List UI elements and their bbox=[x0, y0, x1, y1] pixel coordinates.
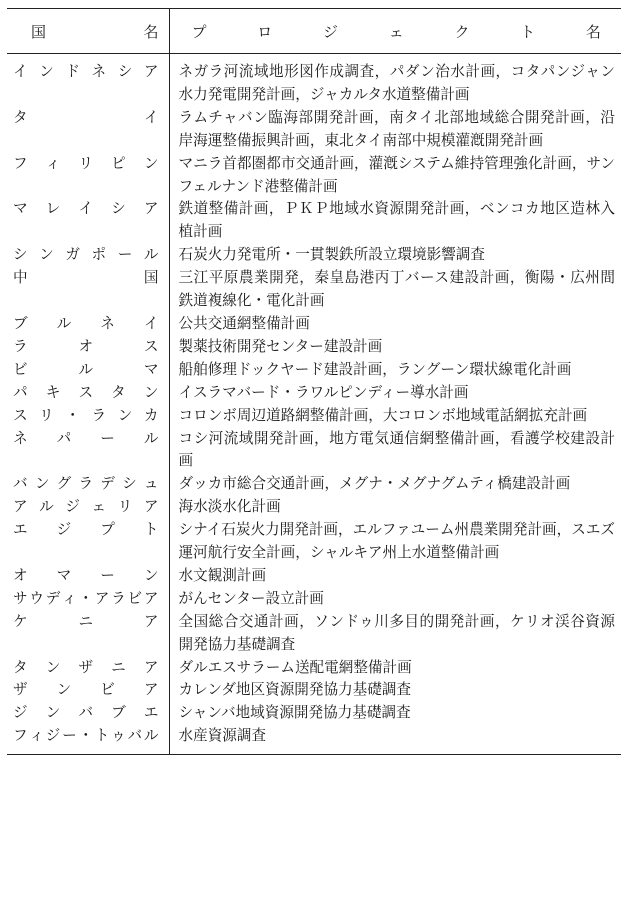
country-name bbox=[13, 611, 159, 634]
table-row bbox=[7, 359, 621, 382]
country-name-cell bbox=[7, 405, 169, 428]
country-name bbox=[13, 359, 159, 382]
country-name-char: ス bbox=[13, 406, 28, 424]
project-list-cell: 公共交通網整備計画 bbox=[178, 314, 310, 332]
country-name-char: ニ bbox=[78, 612, 94, 630]
country-name-char: ェ bbox=[91, 498, 107, 516]
country-name-cell bbox=[7, 657, 169, 680]
country-name bbox=[13, 428, 159, 451]
country-name-cell bbox=[7, 244, 169, 267]
country-name-char: ン bbox=[56, 681, 72, 699]
table-row bbox=[7, 405, 621, 428]
project-header-char: ク bbox=[454, 22, 470, 41]
country-name-char: タ bbox=[13, 108, 28, 126]
country-name-char: ・ bbox=[78, 727, 94, 745]
country-name-char: ニ bbox=[111, 658, 126, 676]
project-header-char: プ bbox=[191, 22, 207, 41]
country-name-char: マ bbox=[143, 360, 159, 378]
country-name-char: ネ bbox=[100, 314, 115, 332]
country-name bbox=[13, 336, 159, 359]
country-name-cell bbox=[7, 725, 169, 754]
project-list-cell: 船舶修理ドックヤード建設計画，ラングーン環状線電化計画 bbox=[178, 360, 572, 378]
country-name-char: ド bbox=[65, 63, 80, 80]
project-list-cell: 水文観測計画 bbox=[178, 566, 267, 584]
country-name-char: キ bbox=[45, 383, 61, 401]
country-name-char: ス bbox=[78, 383, 94, 401]
country-name-char: ガ bbox=[65, 246, 80, 264]
table-row bbox=[7, 496, 621, 519]
project-list-cell: シャンバ地域資源開発協力基礎調査 bbox=[178, 704, 411, 722]
project-header-char: 名 bbox=[585, 22, 601, 41]
table-row bbox=[7, 153, 621, 199]
country-name-char: ゥ bbox=[111, 727, 126, 745]
country-name bbox=[13, 702, 159, 725]
table-header bbox=[7, 9, 621, 54]
country-header-char: 国 bbox=[31, 22, 47, 41]
country-name-char: ン bbox=[143, 566, 159, 584]
country-name-char: ・ bbox=[78, 589, 94, 607]
table-row bbox=[7, 657, 621, 680]
country-name-char: ン bbox=[143, 154, 159, 172]
country-name-char: デ bbox=[45, 589, 61, 607]
country-name-char: ス bbox=[143, 337, 159, 355]
country-name-char: エ bbox=[13, 521, 28, 539]
project-header-char: ロ bbox=[257, 22, 273, 41]
country-name bbox=[13, 198, 159, 221]
country-name-char: パ bbox=[13, 383, 28, 401]
country-name-char: フ bbox=[13, 154, 28, 172]
country-name-char: ィ bbox=[29, 727, 44, 745]
country-name-char: ブ bbox=[111, 704, 126, 722]
country-name-char: ル bbox=[56, 314, 72, 332]
country-name-char: ビ bbox=[13, 360, 28, 378]
country-name-char: イ bbox=[78, 200, 94, 218]
country-name-char: ザ bbox=[13, 681, 28, 699]
country-name bbox=[13, 679, 159, 702]
country-name bbox=[13, 496, 159, 519]
table-row bbox=[7, 519, 621, 565]
country-name-cell bbox=[7, 519, 169, 565]
project-list-cell: 鉄道整備計画，ＰＫＰ地域水資源開発計画，ベンコカ地区造林入植計画 bbox=[178, 200, 615, 241]
country-name-char: エ bbox=[143, 704, 159, 722]
table-row bbox=[7, 702, 621, 725]
country-name-char: ア bbox=[143, 200, 159, 218]
country-name-char: シ bbox=[111, 200, 126, 218]
project-list-cell: 水産資源調査 bbox=[169, 725, 621, 754]
country-name-cell bbox=[7, 565, 169, 588]
country-name-char: サ bbox=[13, 589, 28, 607]
country-name-char: マ bbox=[56, 566, 72, 584]
country-name-char: ン bbox=[45, 704, 61, 722]
project-list-cell: コシ河流域開発計画，地方電気通信網整備計画，看護学校建設計画 bbox=[178, 429, 615, 470]
table-row bbox=[7, 267, 621, 313]
table-row bbox=[7, 54, 621, 107]
project-list-cell: イスラマバード・ラワルピンディー導水計画 bbox=[178, 383, 469, 401]
table-row bbox=[7, 198, 621, 244]
country-name-char: ビ bbox=[127, 589, 143, 607]
country-name-char: イ bbox=[13, 63, 28, 80]
project-header-char: ェ bbox=[388, 22, 404, 41]
country-name-cell bbox=[7, 496, 169, 519]
country-name-char: ケ bbox=[13, 612, 28, 630]
table-row bbox=[7, 473, 621, 496]
country-name-char: ラ bbox=[78, 475, 94, 493]
project-table bbox=[7, 8, 621, 755]
country-name-char: ン bbox=[143, 383, 159, 401]
country-name-char: 中 bbox=[13, 269, 28, 287]
country-name bbox=[13, 657, 159, 680]
country-name-char: ネ bbox=[13, 429, 28, 447]
country-name-char: イ bbox=[143, 108, 159, 126]
country-name-char: フ bbox=[13, 727, 28, 745]
country-name-cell bbox=[7, 679, 169, 702]
project-list-cell: ネガラ河流域地形図作成調査，パダン治水計画，コタパンジャン水力発電開発計画，ジャカルタ水道整備計画 bbox=[178, 63, 615, 103]
country-name-char: シ bbox=[122, 475, 137, 493]
country-name-char: ア bbox=[13, 498, 28, 516]
country-name-char: ア bbox=[143, 498, 159, 516]
project-list-cell: 海水淡水化計画 bbox=[178, 498, 281, 516]
country-name-char: ア bbox=[143, 658, 159, 676]
country-name bbox=[13, 725, 159, 748]
country-name-char: ン bbox=[39, 63, 54, 80]
country-name bbox=[13, 313, 159, 336]
country-name-char: ル bbox=[143, 429, 159, 447]
country-name-char: ポ bbox=[91, 246, 107, 264]
country-name-char: ア bbox=[143, 612, 159, 630]
country-name-char: デ bbox=[100, 475, 115, 493]
country-name-char: グ bbox=[56, 475, 72, 493]
project-list-cell: シナイ石炭火力開発計画，エルファユーム州農業開発計画，スエズ運河航行安全計画，シャルキア州上水道整備計画 bbox=[178, 521, 616, 562]
country-name-char: ー bbox=[100, 429, 115, 447]
country-name-cell bbox=[7, 382, 169, 405]
country-name-char: タ bbox=[13, 658, 28, 676]
country-name-char: ア bbox=[94, 589, 110, 607]
country-name-cell bbox=[7, 313, 169, 336]
table-row bbox=[7, 588, 621, 611]
table-row bbox=[7, 679, 621, 702]
country-name-char: ウ bbox=[29, 589, 44, 607]
table-row bbox=[7, 428, 621, 474]
table-body bbox=[7, 54, 621, 755]
table-row bbox=[7, 611, 621, 657]
project-list-cell: がんセンター設立計画 bbox=[178, 589, 324, 607]
country-name-char: ー bbox=[100, 566, 115, 584]
country-name bbox=[13, 405, 159, 428]
project-list-cell: ダッカ市総合交通計画，メグナ・メグナグムティ橋建設計画 bbox=[178, 475, 571, 493]
country-name-char: ィ bbox=[45, 154, 61, 172]
country-name-char: シ bbox=[13, 246, 28, 264]
country-name bbox=[13, 565, 159, 588]
country-name-char: レ bbox=[45, 200, 61, 218]
country-name-char: ラ bbox=[13, 337, 28, 355]
country-name bbox=[13, 588, 159, 611]
table-row bbox=[7, 244, 621, 267]
table-row bbox=[7, 725, 621, 754]
country-name bbox=[13, 107, 159, 130]
country-name-char: ア bbox=[143, 589, 159, 607]
country-name bbox=[13, 519, 159, 542]
country-name bbox=[13, 61, 159, 84]
country-name-char: ィ bbox=[62, 589, 77, 607]
country-name-char: ジ bbox=[13, 704, 28, 722]
country-name bbox=[13, 153, 159, 176]
project-list-cell: 製薬技術開発センター建設計画 bbox=[178, 337, 383, 355]
country-name bbox=[13, 473, 159, 496]
table-row bbox=[7, 107, 621, 153]
country-name-char: ジ bbox=[65, 498, 80, 516]
country-name-cell bbox=[7, 588, 169, 611]
country-name-char: ラ bbox=[91, 406, 107, 424]
country-name-cell bbox=[7, 336, 169, 359]
country-column-header bbox=[7, 9, 169, 54]
project-header-char: ト bbox=[520, 22, 536, 41]
country-name-char: バ bbox=[78, 704, 94, 722]
country-name-char: オ bbox=[13, 566, 28, 584]
country-name-char: ー bbox=[62, 727, 77, 745]
table-row bbox=[7, 336, 621, 359]
project-list-cell: 全国総合交通計画，ソンドゥ川多目的開発計画，ケリオ渓谷資源開発協力基礎調査 bbox=[178, 612, 615, 653]
country-name-char: リ bbox=[39, 406, 54, 424]
country-name-char: ジ bbox=[45, 727, 61, 745]
country-name-char: ュ bbox=[143, 475, 159, 493]
country-name-char: ブ bbox=[13, 314, 28, 332]
country-name-char: ネ bbox=[91, 63, 107, 80]
country-name-char: ト bbox=[143, 521, 159, 539]
country-name-char: 国 bbox=[143, 269, 159, 287]
project-list-cell: マニラ首都圏都市交通計画，灌漑システム維持管理強化計画，サンフェルナンド港整備計画 bbox=[178, 154, 615, 195]
country-name-char: ル bbox=[39, 498, 54, 516]
country-name-char: バ bbox=[127, 727, 143, 745]
country-name-cell bbox=[7, 428, 169, 474]
country-name-cell bbox=[7, 198, 169, 244]
country-name-cell bbox=[7, 107, 169, 153]
country-name-char: プ bbox=[100, 521, 115, 539]
country-name-char: バ bbox=[13, 475, 28, 493]
project-list-cell: カレンダ地区資源開発協力基礎調査 bbox=[178, 681, 412, 699]
country-name-cell bbox=[7, 54, 169, 107]
country-name-char: ン bbox=[117, 406, 133, 424]
project-list-cell: ラムチャバン臨海部開発計画，南タイ北部地域総合開発計画，沿岸海運整備振興計画，東北タイ南部中規模灌漑開発計画 bbox=[178, 108, 615, 149]
project-list-cell: コロンボ周辺道路網整備計画，大コロンボ地域電話網拡充計画 bbox=[178, 406, 588, 424]
country-name-char: ト bbox=[94, 727, 110, 745]
country-name-char: ン bbox=[34, 475, 50, 493]
country-name-char: マ bbox=[13, 200, 28, 218]
table-row bbox=[7, 565, 621, 588]
country-name-char: ア bbox=[143, 681, 159, 699]
country-name-char: ン bbox=[45, 658, 61, 676]
country-name bbox=[13, 382, 159, 405]
project-list-cell: 石炭火力発電所・一貫製鉄所設立環境影響調査 bbox=[178, 246, 485, 264]
country-name-cell bbox=[7, 702, 169, 725]
country-name-cell bbox=[7, 267, 169, 313]
project-header-char: ジ bbox=[322, 22, 338, 41]
country-name-char: イ bbox=[143, 314, 159, 332]
country-name-char: ル bbox=[78, 360, 94, 378]
country-name-char: リ bbox=[78, 154, 94, 172]
table-row bbox=[7, 313, 621, 336]
country-name bbox=[13, 267, 159, 290]
country-name-char: シ bbox=[117, 63, 133, 80]
country-name-char: ビ bbox=[100, 681, 115, 699]
country-name-cell bbox=[7, 359, 169, 382]
country-header-char: 名 bbox=[143, 22, 159, 41]
table-row bbox=[7, 382, 621, 405]
country-name-char: ア bbox=[143, 63, 159, 80]
project-list-cell: ダルエスサラーム送配電網整備計画 bbox=[178, 658, 412, 676]
country-name-char: ン bbox=[39, 246, 54, 264]
country-name-char: リ bbox=[117, 498, 133, 516]
country-name-char: ・ bbox=[65, 406, 80, 424]
country-name-char: ル bbox=[143, 727, 159, 745]
country-name-char: ー bbox=[117, 246, 133, 264]
country-name-char: オ bbox=[78, 337, 94, 355]
country-name-char: ル bbox=[143, 246, 159, 264]
country-name-cell bbox=[7, 611, 169, 657]
country-name-char: ピ bbox=[111, 154, 126, 172]
project-column-header bbox=[169, 9, 621, 54]
country-name-char: カ bbox=[143, 406, 159, 424]
country-name-char: タ bbox=[111, 383, 126, 401]
country-name-cell bbox=[7, 153, 169, 199]
country-name-char: ザ bbox=[78, 658, 94, 676]
country-name-char: パ bbox=[56, 429, 72, 447]
project-list-cell: 三江平原農業開発，秦皇島港丙丁バース建設計画，衡陽・広州間鉄道複線化・電化計画 bbox=[178, 269, 615, 310]
country-name-char: ラ bbox=[111, 589, 126, 607]
country-name-char: ジ bbox=[56, 521, 72, 539]
country-name-cell bbox=[7, 473, 169, 496]
country-name bbox=[13, 244, 159, 267]
